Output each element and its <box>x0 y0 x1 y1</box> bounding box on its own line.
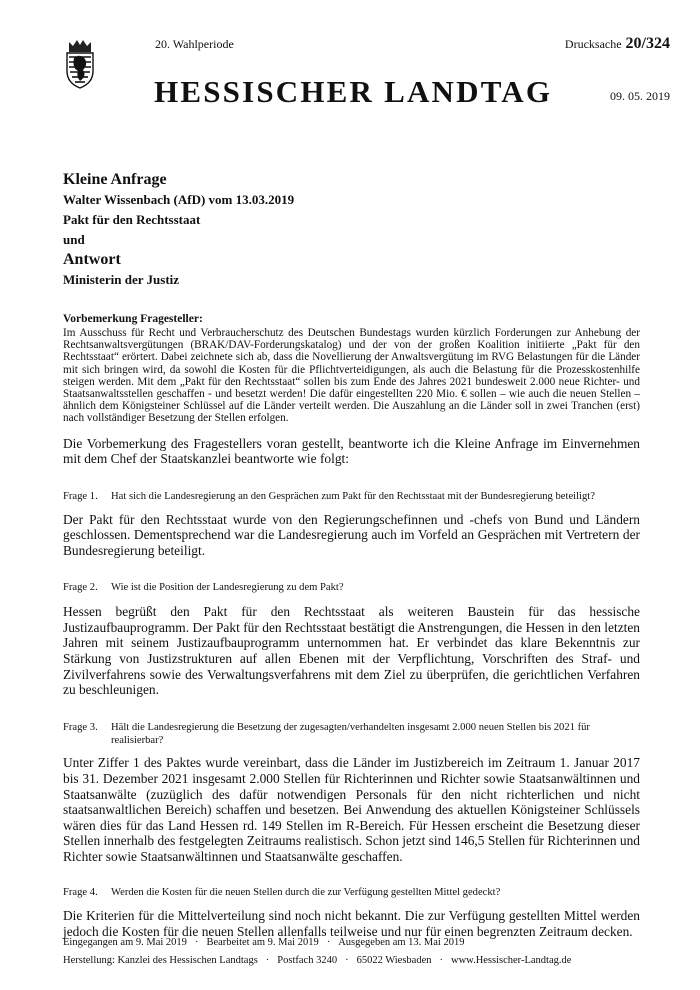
answer-1: Der Pakt für den Rechtsstaat wurde von den Regierungschefinnen und -chefs von Bund und Ländern geschlossen. Dementsprechend war die Landesregierung auch im Vorfeld an Gesprächen mit Vertretern der Bundesregierung beteiligt. <box>63 511 640 558</box>
drucksache-number: 20/324 <box>625 35 670 52</box>
hessen-coat-of-arms-icon <box>63 38 97 90</box>
question-label: Frage 3. <box>63 721 98 733</box>
question-text: Wie ist die Position der Landesregierung zu dem Pakt? <box>111 582 344 594</box>
vorbemerkung-title: Vorbemerkung Fragesteller: <box>63 313 203 325</box>
footer-separator: · <box>345 955 349 966</box>
question-label: Frage 1. <box>63 490 98 502</box>
question-text: Hält die Landesregierung die Besetzung der zugesagten/verhandelten insgesamt 2.000 neuen Stellen bis 2021 für realisierbar? <box>111 721 590 746</box>
question-text: Hat sich die Landesregierung an den Gesprächen zum Pakt für den Rechtsstaat mit der Bundesregierung beteiligt? <box>111 490 595 502</box>
question-1 <box>63 491 640 504</box>
footer-ausgegeben: Ausgegeben am 13. Mai 2019 <box>338 937 465 948</box>
footer-separator: · <box>194 937 199 948</box>
intro-paragraph: Die Vorbemerkung des Fragestellers voran gestellt, beantworte ich die Kleine Anfrage im Einvernehmen mit dem Chef der Staatskanzlei beantworte wie folgt: <box>63 435 640 467</box>
question-3 <box>63 722 640 748</box>
footer-bearbeitet: Bearbeitet am 9. Mai 2019 <box>206 937 319 948</box>
title-block <box>63 170 663 290</box>
drucksache-label: Drucksache <box>564 37 622 51</box>
footer-dates <box>63 934 663 952</box>
question-label: Frage 2. <box>63 582 98 594</box>
answer-4: Die Kriterien für die Mittelverteilung sind noch nicht bekannt. Die zur Verfügung gestellten Mittel werden jedoch die Kosten für die neuen Stellen allenfalls teilweise und nur für einen begrenzten Zeitraum decken. <box>63 908 640 939</box>
document-date: 09. 05. 2019 <box>610 89 670 103</box>
vorbemerkung-text: Im Ausschuss für Recht und Verbraucherschutz des Deutschen Bundestags wurden kürzlich Forderungen zur Anhebung der Rechtsanwaltsvergütungen (BRAK/DAV-Forderungskatalog) und der von der großen Koalition initiierte „Pakt für den Rechtsstaat“ erörtert. Dabei zeichnete sich ab, dass die Novellierung der Anwaltsvergütung im RVG Belastungen für die Länder mit sich bringen wird, da sowohl die Kosten für die Pflichtverteidigungen, als auch die Belastung für die Prozesskostenhilfe steigen werden. Mit dem „Pakt für den Rechtsstaat“ sollen bis zum Ende des Jahres 2021 bundesweit 2.000 neue Richter- und Staatsanwaltsstellen geschaffen - und besetzt werden! Die dafür eingestellten 220 Mio. € sollen – wie auch die neuen Stellen – ähnlich dem Königsteiner Schlüssel auf die Länder verteilt werden. Die Auszahlung an die Länder soll in zwei Tranchen (erst) nach vollständiger Besetzung der Stellen erfolgen. <box>63 327 640 425</box>
footer-separator: · <box>265 955 270 966</box>
footer <box>63 934 663 970</box>
footer-separator: · <box>326 937 331 948</box>
footer-herstellung: Herstellung: Kanzlei des Hessischen Landtags <box>63 955 258 966</box>
footer-separator: · <box>439 955 443 966</box>
footer-website-link[interactable]: www.Hessischer-Landtag.de <box>451 955 572 966</box>
answer-heading: Antwort <box>63 251 121 268</box>
drucksache <box>565 35 670 53</box>
question-2 <box>63 582 640 595</box>
subject-line: Pakt für den Rechtsstaat <box>63 212 201 227</box>
document-body <box>63 313 640 939</box>
answer-2: Hessen begrüßt den Pakt für den Rechtsstaat als weiteren Baustein für das hessische Justizaufbauprogramm. Der Pakt für den Rechtsstaat bestätigt die Anstrengungen, die Hessen in den letzten Jahren mit seinem Justizaufbauprogramm unternommen hat. Er verbindet das klare Bekenntnis zur Stärkung von Justizstrukturen auf allen Ebenen mit der Verpflichtung, Vorschriften des Straf- und Zivilverfahrens sowie des Verwaltungsverfahrens mit dem Ziel zu überprüfen, die gerichtlichen Verfahren zu beschleunigen. <box>63 604 640 698</box>
document-type: Kleine Anfrage <box>63 171 167 188</box>
conjunction: und <box>63 232 85 247</box>
answer-3: Unter Ziffer 1 des Paktes wurde vereinbart, dass die Länder im Justizbereich im Zeitraum 1. Januar 2017 bis 31. Dezember 2021 insgesamt 2.000 Stellen für Richterinnen und Richter sowie Staatsanwältinnen und Staatsanwälte (zuzüglich des dafür notwendigen Personals für den nicht richterlichen und nicht staatsanwaltlichen Bereich) schaffen und besetzen. Bei Anwendung des aktuellen Königsteiner Schlüssels wären dies für das Land Hessen rd. 149 Stellen im R-Bereich. Für Hessen erscheint die Besetzung dieser Stellen innerhalb des festgelegten Zeitraums realistisch. Schon jetzt sind 146,5 Stellen für Richterinnen und Richter sowie Staatsanwältinnen und Staatsanwälte geschaffen. <box>63 755 640 864</box>
footer-eingegangen: Eingegangen am 9. Mai 2019 <box>63 937 187 948</box>
question-4 <box>63 887 640 900</box>
wahlperiode: 20. Wahlperiode <box>155 37 234 51</box>
question-text: Werden die Kosten für die neuen Stellen durch die zur Verfügung gestellten Mittel gedeckt? <box>111 886 501 898</box>
footer-postfach: Postfach 3240 <box>277 955 338 966</box>
footer-ort: 65022 Wiesbaden <box>356 955 432 966</box>
ministry-line: Ministerin der Justiz <box>63 272 180 287</box>
author-line: Walter Wissenbach (AfD) vom 13.03.2019 <box>63 192 295 207</box>
footer-imprint <box>63 952 663 970</box>
question-label: Frage 4. <box>63 886 98 898</box>
parliament-title: HESSISCHER LANDTAG <box>154 74 553 109</box>
